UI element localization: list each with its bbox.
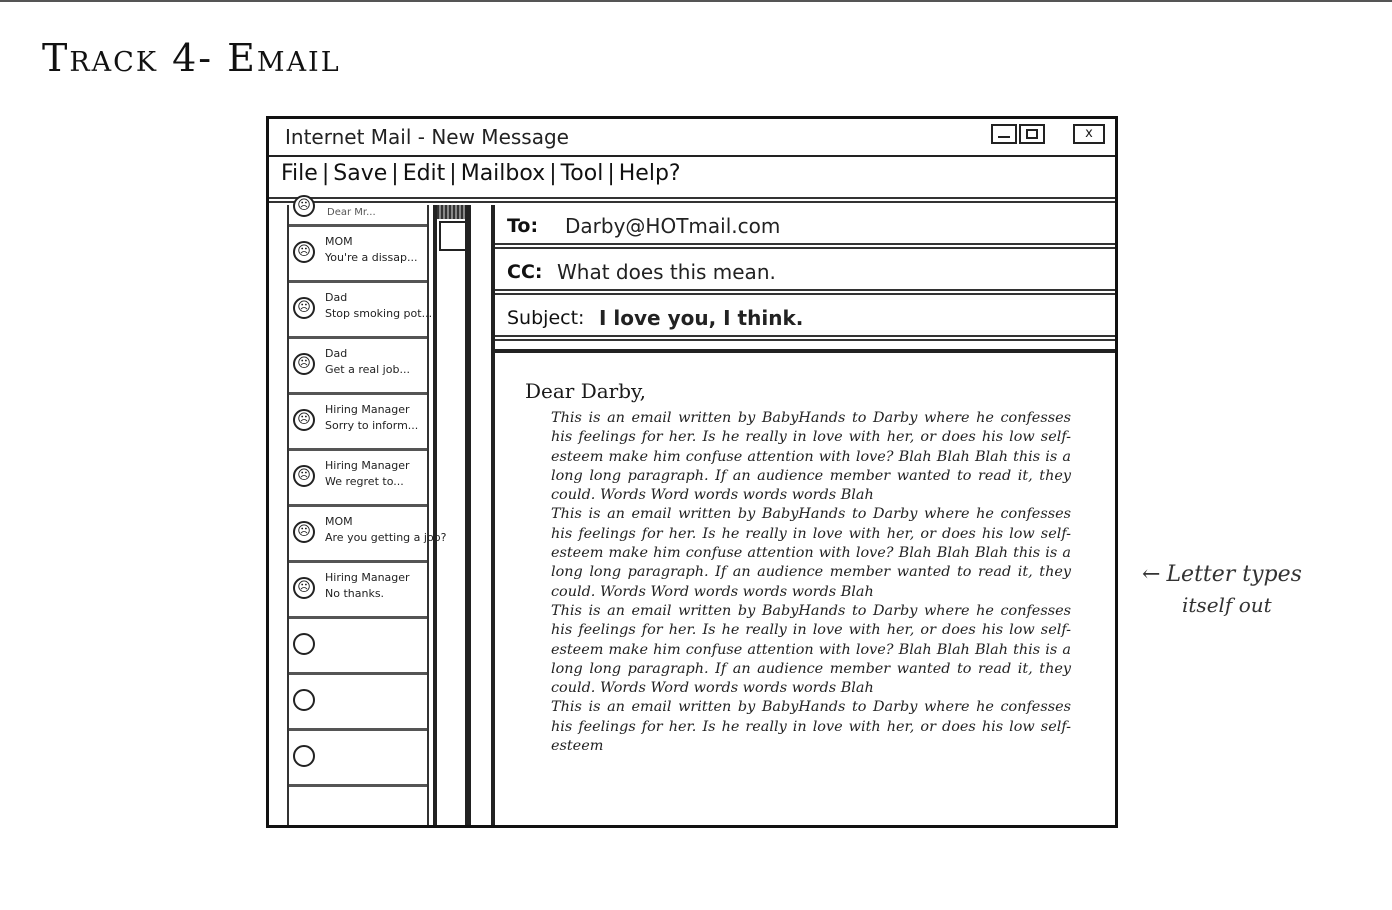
- face-icon: ☹: [293, 297, 315, 319]
- mail-sender: MOM: [325, 515, 353, 528]
- mail-preview: Stop smoking pot...: [325, 307, 433, 320]
- mail-list-item[interactable]: [289, 283, 433, 339]
- face-icon: ☹: [293, 241, 315, 263]
- mail-list-item[interactable]: [289, 563, 427, 619]
- mail-list-item[interactable]: [289, 227, 427, 283]
- mail-preview: You're a dissap...: [325, 251, 418, 264]
- minimize-button[interactable]: [991, 124, 1017, 144]
- minimize-icon: [998, 136, 1010, 138]
- mail-list-item[interactable]: [289, 675, 427, 731]
- to-field[interactable]: [495, 205, 1115, 249]
- cc-field[interactable]: [495, 251, 1115, 295]
- arrow-left-icon: ←: [1142, 562, 1161, 587]
- mail-preview: We regret to...: [325, 475, 404, 488]
- subject-input[interactable]: I love you, I think.: [599, 306, 804, 330]
- mailbox-list[interactable]: [287, 198, 447, 825]
- to-label: To:: [507, 215, 539, 237]
- compose-pane: [491, 205, 1115, 825]
- menu-item-edit[interactable]: Edit: [402, 161, 446, 186]
- menu-separator: |: [549, 161, 557, 186]
- menu-separator: |: [391, 161, 399, 186]
- message-body[interactable]: [495, 349, 1115, 825]
- to-input[interactable]: Darby@HOTmail.com: [565, 214, 781, 238]
- maximize-icon: [1026, 129, 1038, 139]
- mail-preview: Are you getting a job?: [325, 531, 447, 544]
- face-icon: ☹: [293, 409, 315, 431]
- menu-separator: |: [607, 161, 615, 186]
- face-icon: [293, 745, 315, 767]
- annotation-line-1: Letter types: [1166, 562, 1302, 587]
- page-title: Track 4- Email: [42, 36, 341, 80]
- body-paragraph: This is an email written by BabyHands to Darby where he confesses his feelings for her. Is he really in love with her, or does his low self-esteem make him confuse attention with love? Blah Blah Blah this is a long long paragraph. If an audience member wanted to read it, they could. Words Word words words words Blah: [551, 602, 1071, 697]
- body-text: [551, 409, 1071, 756]
- face-icon: ☹: [293, 195, 315, 217]
- mail-list-item[interactable]: [289, 198, 427, 227]
- salutation: Dear Darby,: [525, 379, 647, 403]
- menu-item-help[interactable]: Help?: [618, 161, 681, 186]
- menu-separator: |: [321, 161, 330, 186]
- window-controls: [989, 124, 1105, 148]
- maximize-button[interactable]: [1019, 124, 1045, 144]
- subject-label: Subject:: [507, 307, 585, 329]
- annotation-line-2: itself out: [1182, 593, 1272, 617]
- menu-item-mailbox[interactable]: Mailbox: [460, 161, 546, 186]
- menu-separator: |: [449, 161, 457, 186]
- mail-sender: MOM: [325, 235, 353, 248]
- cc-label: CC:: [507, 261, 543, 283]
- mail-list-item[interactable]: [289, 731, 427, 787]
- mail-preview: Dear Mr...: [327, 207, 376, 218]
- menu-item-tool[interactable]: Tool: [560, 161, 604, 186]
- mail-list-item[interactable]: [289, 619, 427, 675]
- face-icon: [293, 689, 315, 711]
- scrollbar-cap: [437, 205, 465, 219]
- email-window: [266, 116, 1118, 828]
- mail-preview: No thanks.: [325, 587, 385, 600]
- mail-list-item[interactable]: [289, 507, 447, 563]
- mail-preview: Get a real job...: [325, 363, 410, 376]
- face-icon: ☹: [293, 521, 315, 543]
- mailbox-scrollbar[interactable]: [433, 205, 471, 825]
- menu-item-save[interactable]: Save: [333, 161, 388, 186]
- top-border-line: [0, 0, 1392, 2]
- mail-preview: Sorry to inform...: [325, 419, 419, 432]
- face-icon: ☹: [293, 465, 315, 487]
- window-title: Internet Mail - New Message: [285, 125, 569, 149]
- mail-sender: Hiring Manager: [325, 459, 410, 472]
- menu-bar: [269, 157, 1115, 203]
- face-icon: ☹: [293, 577, 315, 599]
- body-paragraph: This is an email written by BabyHands to Darby where he confesses his feelings for her. Is he really in love with her, or does his low self-esteem: [551, 699, 1071, 755]
- scrollbar-thumb[interactable]: [439, 221, 467, 251]
- mail-list-item[interactable]: [289, 395, 427, 451]
- mail-list-item[interactable]: [289, 451, 427, 507]
- window-titlebar[interactable]: [269, 119, 1115, 157]
- mail-sender: Hiring Manager: [325, 403, 410, 416]
- body-paragraph: This is an email written by BabyHands to Darby where he confesses his feelings for her. Is he really in love with her, or does his low self-esteem make him confuse attention with love? Blah Blah Blah this is a long long paragraph. If an audience member wanted to read it, they could. Words Word words words words Blah: [551, 410, 1071, 504]
- face-icon: [293, 633, 315, 655]
- mail-list-item[interactable]: [289, 339, 427, 395]
- face-icon: ☹: [293, 353, 315, 375]
- menu-item-file[interactable]: File: [281, 161, 318, 186]
- cc-input[interactable]: What does this mean.: [557, 260, 776, 284]
- subject-field[interactable]: [495, 297, 1115, 341]
- mail-sender: Dad: [325, 291, 348, 304]
- mail-sender: Hiring Manager: [325, 571, 410, 584]
- menu-list: [281, 161, 681, 186]
- close-button[interactable]: [1073, 124, 1105, 144]
- close-icon: x: [1085, 126, 1093, 141]
- body-paragraph: This is an email written by BabyHands to Darby where he confesses his feelings for her. Is he really in love with her, or does his low self-esteem make him confuse attention with love? Blah Blah Blah this is a long long paragraph. If an audience member wanted to read it, they could. Words Word words words words Blah: [551, 506, 1071, 600]
- annotation-note: [1142, 560, 1302, 620]
- mail-sender: Dad: [325, 347, 348, 360]
